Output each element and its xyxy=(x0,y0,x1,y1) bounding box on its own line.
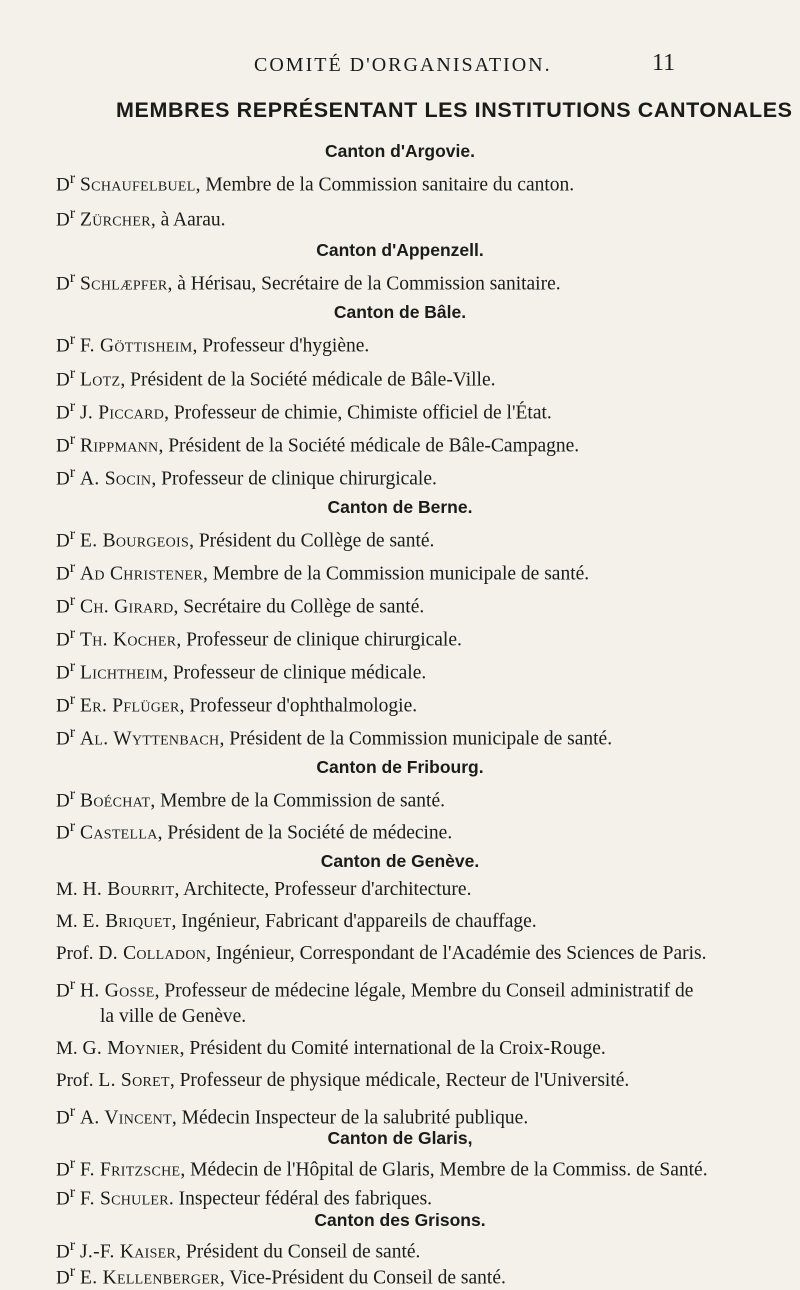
member-description: . Inspecteur fédéral des fabriques. xyxy=(168,1188,433,1210)
member-entry xyxy=(56,1070,776,1092)
member-description: , Membre de la Commission municipale de santé. xyxy=(203,563,590,585)
member-name: Er. Pflüger xyxy=(80,695,180,717)
member-honorific-sup: r xyxy=(69,1102,76,1120)
member-description: , Président de la Société médicale de Bâle-Ville. xyxy=(120,369,496,391)
member-honorific-sup: r xyxy=(69,591,76,609)
member-honorific-sup: r xyxy=(69,204,76,222)
member-entry xyxy=(56,1236,776,1264)
member-name: Al. Wyttenbach xyxy=(80,728,220,750)
member-honorific-sup: r xyxy=(69,558,76,576)
member-entry xyxy=(56,397,776,425)
member-entry xyxy=(56,785,776,813)
member-honorific: D xyxy=(56,563,70,585)
member-honorific: D xyxy=(56,468,70,490)
member-honorific: D xyxy=(56,530,70,552)
member-entry xyxy=(56,591,776,619)
member-description: , Président du Collège de santé. xyxy=(189,530,435,552)
member-name: J.-F. Kaiser xyxy=(80,1241,177,1263)
canton-heading: Canton d'Argovie. xyxy=(325,141,475,161)
member-honorific: D xyxy=(56,728,70,750)
member-honorific-sup: r xyxy=(69,817,76,835)
member-honorific: D xyxy=(56,402,70,424)
canton-heading: Canton de Glaris, xyxy=(327,1128,473,1148)
page-number: 11 xyxy=(652,50,676,76)
member-name: D. Colladon xyxy=(98,943,207,964)
member-honorific: D xyxy=(56,174,70,196)
member-honorific: Prof. xyxy=(56,943,94,964)
member-description-continued: la ville de Genève. xyxy=(100,1006,247,1027)
member-honorific-sup: r xyxy=(69,1183,76,1201)
member-description: , Président de la Commission municipale de santé. xyxy=(219,728,613,750)
member-entry xyxy=(56,723,776,751)
member-description: , Ingénieur, Fabricant d'appareils de chauffage. xyxy=(171,911,537,932)
member-name: A. Vincent xyxy=(80,1107,172,1129)
member-description: , Membre de la Commission de santé. xyxy=(150,790,445,812)
member-honorific: D xyxy=(56,629,70,651)
member-honorific: D xyxy=(56,695,70,717)
member-description: , Architecte, Professeur d'architecture. xyxy=(174,879,472,900)
member-name: Castella xyxy=(80,822,158,844)
member-name: Rippmann xyxy=(80,435,159,457)
member-name: Ch. Girard xyxy=(80,596,174,618)
member-honorific: M. xyxy=(56,1038,78,1059)
canton-heading: Canton de Genève. xyxy=(320,851,480,871)
canton-heading: Canton de Berne. xyxy=(327,497,473,517)
member-description: , Vice-Président du Conseil de santé. xyxy=(219,1267,506,1289)
member-name: H. Bourrit xyxy=(82,879,175,900)
member-description: , Médecin Inspecteur de la salubrité publique. xyxy=(171,1107,529,1129)
member-description: , Professeur de chimie, Chimiste officiel de l'État. xyxy=(164,402,552,424)
member-honorific-sup: r xyxy=(69,657,76,675)
member-description: , Professeur de clinique médicale. xyxy=(163,662,427,684)
member-description: , Président du Comité international de la Croix-Rouge. xyxy=(179,1038,606,1059)
member-description: , Président du Conseil de santé. xyxy=(176,1241,421,1263)
member-name: F. Göttisheim xyxy=(80,335,193,357)
member-honorific-sup: r xyxy=(69,430,76,448)
member-entry xyxy=(56,558,776,586)
member-entry xyxy=(56,1038,776,1060)
member-entry xyxy=(56,1154,776,1182)
member-description: , à Aarau. xyxy=(150,209,226,231)
member-honorific: D xyxy=(56,1241,70,1263)
member-honorific-sup: r xyxy=(69,525,76,543)
member-entry xyxy=(56,1262,776,1290)
member-name: Lichtheim xyxy=(80,662,164,684)
member-description: , Secrétaire du Collège de santé. xyxy=(173,596,425,618)
member-name: J. Piccard xyxy=(80,402,165,424)
member-honorific-sup: r xyxy=(69,268,76,286)
member-honorific-sup: r xyxy=(69,975,76,993)
member-description: , Professeur d'hygiène. xyxy=(192,335,370,357)
member-description: , Membre de la Commission sanitaire du canton. xyxy=(195,174,575,196)
member-entry xyxy=(56,430,776,458)
member-honorific-sup: r xyxy=(69,330,76,348)
member-name: Ad Christener xyxy=(80,563,204,585)
member-honorific-sup: r xyxy=(69,1262,76,1280)
member-entry xyxy=(56,624,776,652)
member-entry xyxy=(56,1102,776,1130)
member-description: , Professeur de clinique chirurgicale. xyxy=(176,629,462,651)
running-title: COMITÉ D'ORGANISATION. xyxy=(254,54,552,76)
member-honorific-sup: r xyxy=(69,1154,76,1172)
member-name: F. Schuler xyxy=(80,1188,169,1210)
member-entry xyxy=(56,525,776,553)
member-description: , Ingénieur, Correspondant de l'Académie des Sciences de Paris. xyxy=(206,943,707,964)
member-name: G. Moynier xyxy=(82,1038,180,1059)
member-entry xyxy=(56,330,776,358)
member-honorific: D xyxy=(56,1267,70,1289)
canton-heading: Canton de Fribourg. xyxy=(316,757,484,777)
member-entry xyxy=(56,690,776,718)
member-description: , Professeur de médecine légale, Membre du Conseil administratif de xyxy=(154,980,694,1002)
member-entry xyxy=(56,817,776,845)
member-name: Lotz xyxy=(80,369,121,391)
member-honorific-sup: r xyxy=(69,690,76,708)
member-honorific-sup: r xyxy=(69,397,76,415)
section-title: MEMBRES REPRÉSENTANT LES INSTITUTIONS CANTONALES xyxy=(116,98,793,122)
member-honorific: D xyxy=(56,209,70,231)
member-entry xyxy=(56,463,776,491)
member-name: E. Briquet xyxy=(82,911,172,932)
member-entry xyxy=(56,975,776,1003)
member-honorific: M. xyxy=(56,879,78,900)
member-name: E. Kellenberger xyxy=(80,1267,220,1289)
member-entry xyxy=(56,364,776,392)
member-name: E. Bourgeois xyxy=(80,530,190,552)
canton-heading: Canton des Grisons. xyxy=(314,1210,486,1230)
member-description: , Président de la Société de médecine. xyxy=(157,822,453,844)
member-honorific-sup: r xyxy=(69,1236,76,1254)
canton-heading: Canton de Bâle. xyxy=(333,302,467,322)
member-honorific: D xyxy=(56,1159,70,1181)
member-description: , Médecin de l'Hôpital de Glaris, Membre de la Commiss. de Santé. xyxy=(180,1159,708,1181)
canton-heading: Canton d'Appenzell. xyxy=(316,240,484,260)
member-description: , Professeur d'ophthalmologie. xyxy=(179,695,418,717)
member-name: A. Socin xyxy=(80,468,152,490)
member-entry xyxy=(56,1183,776,1211)
member-honorific: D xyxy=(56,435,70,457)
member-entry xyxy=(56,879,776,901)
member-honorific: D xyxy=(56,335,70,357)
member-description: , Président de la Société médicale de Bâle-Campagne. xyxy=(158,435,580,457)
member-honorific: D xyxy=(56,1188,70,1210)
member-name: H. Gosse xyxy=(80,980,155,1002)
member-name: Schlæpfer xyxy=(80,273,168,295)
member-honorific: D xyxy=(56,1107,70,1129)
member-honorific: D xyxy=(56,369,70,391)
member-description: , à Hérisau, Secrétaire de la Commission sanitaire. xyxy=(167,273,561,295)
member-honorific: D xyxy=(56,790,70,812)
running-head xyxy=(0,50,800,78)
member-name: L. Soret xyxy=(98,1070,170,1091)
member-description: , Professeur de physique médicale, Recteur de l'Université. xyxy=(169,1070,630,1091)
member-honorific: D xyxy=(56,273,70,295)
member-name: F. Fritzsche xyxy=(80,1159,181,1181)
member-honorific-sup: r xyxy=(69,624,76,642)
member-honorific-sup: r xyxy=(69,463,76,481)
member-entry xyxy=(56,204,776,232)
member-honorific: D xyxy=(56,822,70,844)
member-entry xyxy=(56,268,776,296)
member-honorific: M. xyxy=(56,911,78,932)
member-honorific: D xyxy=(56,980,70,1002)
member-entry xyxy=(56,657,776,685)
member-name: Zürcher xyxy=(80,209,151,231)
member-entry xyxy=(56,911,776,933)
member-description: , Professeur de clinique chirurgicale. xyxy=(151,468,437,490)
member-entry xyxy=(56,169,776,197)
member-honorific: D xyxy=(56,596,70,618)
member-honorific-sup: r xyxy=(69,785,76,803)
member-name: Schaufelbuel xyxy=(80,174,196,196)
member-honorific-sup: r xyxy=(69,169,76,187)
member-entry xyxy=(56,943,776,965)
member-name: Boéchat xyxy=(80,790,151,812)
member-name: Th. Kocher xyxy=(80,629,177,651)
member-honorific: D xyxy=(56,662,70,684)
member-honorific-sup: r xyxy=(69,364,76,382)
member-honorific-sup: r xyxy=(69,723,76,741)
member-honorific: Prof. xyxy=(56,1070,94,1091)
